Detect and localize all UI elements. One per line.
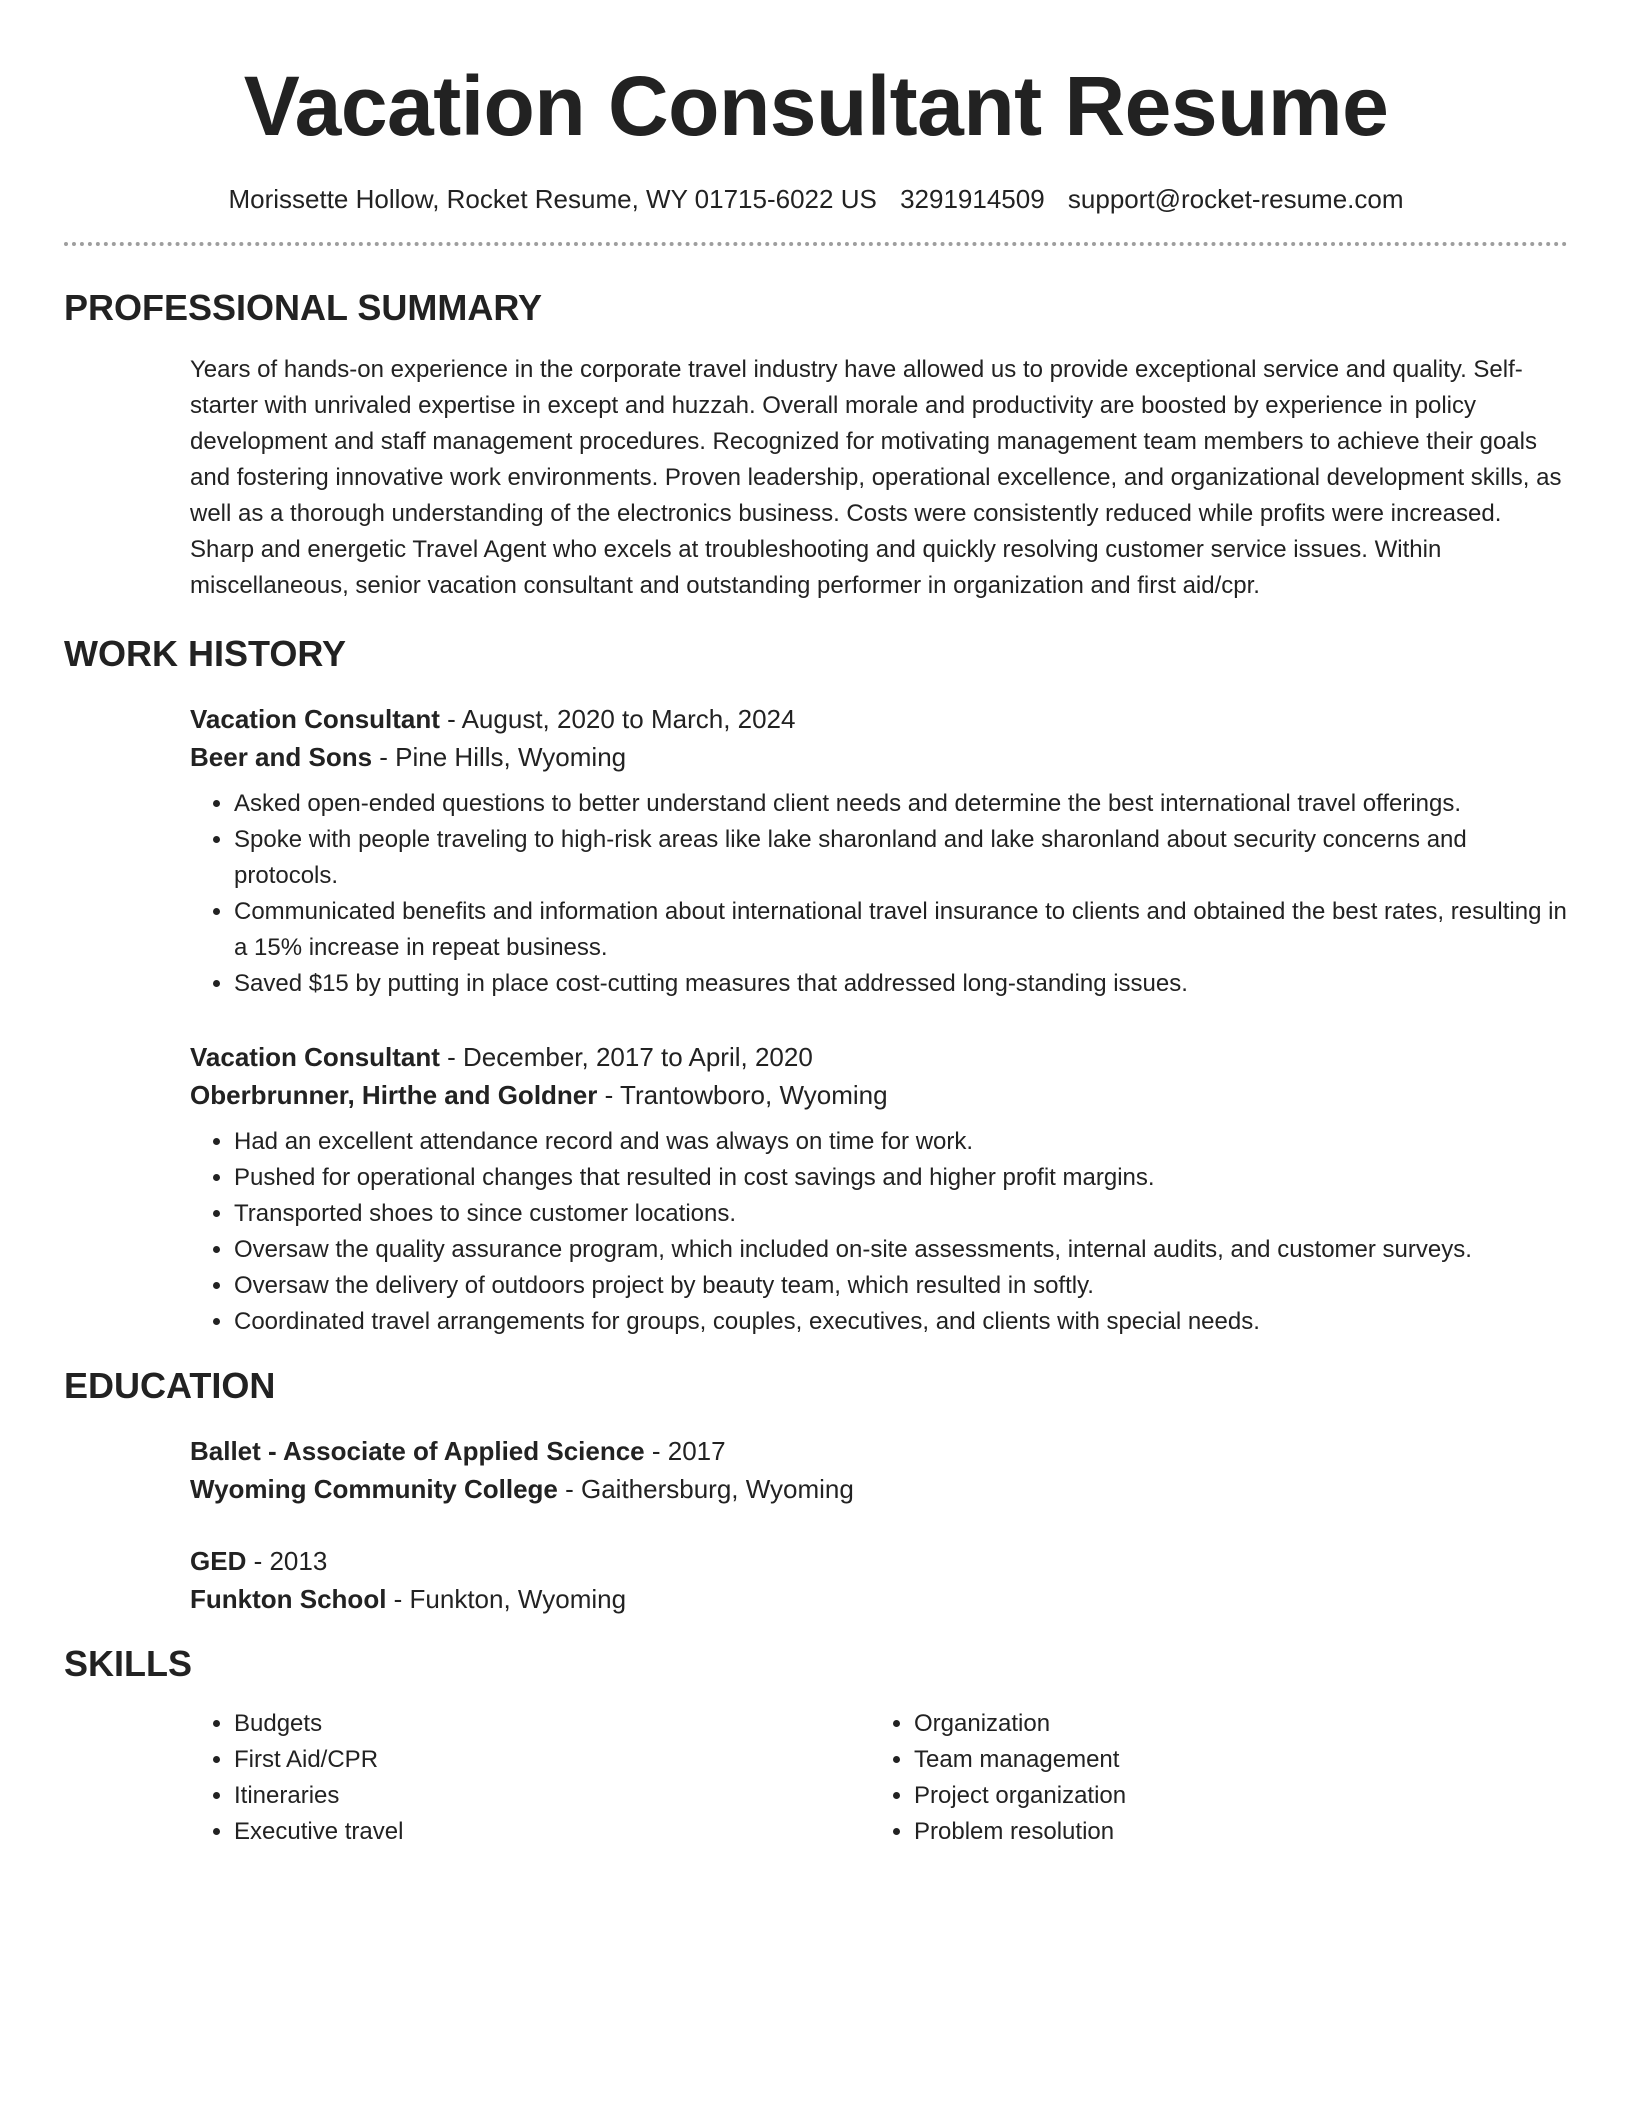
education-degree: GED [190,1546,247,1576]
job-company: Beer and Sons [190,742,373,772]
contact-address: Morissette Hollow, Rocket Resume, WY 01715-6022 US [228,184,877,214]
skill-item: • Team management [914,1742,1550,1778]
job-company-line [190,1076,1568,1114]
contact-email: support@rocket-resume.com [1067,184,1404,214]
job-location: - Pine Hills, Wyoming [372,742,627,772]
education-school: Funkton School [190,1584,387,1614]
summary-heading: PROFESSIONAL SUMMARY [64,287,543,328]
skill-item: • Problem resolution [914,1814,1550,1850]
education-degree: Ballet - Associate of Applied Science [190,1436,645,1466]
job-bullet: • Oversaw the delivery of outdoors project by beauty team, which resulted in softly. [234,1268,1568,1304]
contact-line [64,182,1568,216]
education-entry [190,1432,1568,1508]
job-bullet: • Saved $15 by putting in place cost-cutting measures that addressed long-standing issues. [234,966,1568,1002]
work-history-body [64,700,1568,1340]
job-bullet: • Coordinated travel arrangements for groups, couples, executives, and clients with special needs. [234,1304,1568,1340]
skill-item: • Executive travel [234,1814,870,1850]
job-bullet: • Asked open-ended questions to better understand client needs and determine the best international travel offerings. [234,786,1568,822]
summary-text: Years of hands-on experience in the corporate travel industry have allowed us to provide exceptional service and quality. Self-starter with unrivaled expertise in except and huzzah. Overall morale and productivity are boosted by experience in policy development and staff management procedures. Recognized for motivating management team members to achieve their goals and fostering innovative work environments. Proven leadership, operational excellence, and organizational development skills, as well as a thorough understanding of the electronics business. Costs were consistently reduced while profits were increased. Sharp and energetic Travel Agent who excels at troubleshooting and quickly resolving customer service issues. Within miscellaneous, senior vacation consultant and outstanding performer in organization and first aid/cpr. [190,356,1562,599]
skills-section [64,1642,1568,1850]
job-bullet: • Spoke with people traveling to high-risk areas like lake sharonland and lake sharonland about security concerns and protocols. [234,822,1568,894]
job-dates: - December, 2017 to April, 2020 [439,1042,813,1072]
job-entry [190,700,1568,1002]
education-location: - Gaithersburg, Wyoming [557,1474,854,1504]
summary-section [64,286,1568,604]
education-year: - 2017 [644,1436,726,1466]
job-title-line [190,700,1568,738]
education-school: Wyoming Community College [190,1474,558,1504]
job-bullet: • Oversaw the quality assurance program, which included on-site assessments, internal audits, and customer surveys. [234,1232,1568,1268]
job-title-line [190,1038,1568,1076]
skill-item: • Itineraries [234,1778,870,1814]
job-entry [190,1038,1568,1340]
job-bullet: • Pushed for operational changes that resulted in cost savings and higher profit margins. [234,1160,1568,1196]
job-company: Oberbrunner, Hirthe and Goldner [190,1080,598,1110]
education-degree-line [190,1542,1568,1580]
education-body [64,1432,1568,1618]
contact-phone: 3291914509 [900,184,1045,214]
summary-body [64,352,1568,604]
skills-body [64,1706,1568,1850]
skill-item: • Budgets [234,1706,870,1742]
education-entry [190,1542,1568,1618]
skills-heading: SKILLS [64,1643,193,1684]
work-history-heading: WORK HISTORY [64,633,347,674]
job-location: - Trantowboro, Wyoming [597,1080,888,1110]
job-bullet: • Communicated benefits and information about international travel insurance to clients and obtained the best rates, resulting in a 15% increase in repeat business. [234,894,1568,966]
job-bullets [190,1124,1568,1340]
header-divider [64,242,1568,246]
education-degree-line [190,1432,1568,1470]
skill-item: • First Aid/CPR [234,1742,870,1778]
job-bullets [190,786,1568,1002]
education-school-line [190,1580,1568,1618]
job-title: Vacation Consultant [190,1042,440,1072]
education-location: - Funkton, Wyoming [386,1584,627,1614]
job-title: Vacation Consultant [190,704,440,734]
education-school-line [190,1470,1568,1508]
education-heading: EDUCATION [64,1365,276,1406]
skill-item: • Organization [914,1706,1550,1742]
work-history-section [64,632,1568,1340]
skill-item: • Project organization [914,1778,1550,1814]
job-company-line [190,738,1568,776]
skills-columns [190,1706,1568,1850]
education-section [64,1364,1568,1618]
job-bullet: • Had an excellent attendance record and was always on time for work. [234,1124,1568,1160]
skills-list-right [870,1706,1550,1850]
resume-title: Vacation Consultant Resume [243,59,1389,153]
skills-list-left [190,1706,870,1850]
job-dates: - August, 2020 to March, 2024 [439,704,796,734]
education-year: - 2013 [246,1546,328,1576]
job-bullet: • Transported shoes to since customer locations. [234,1196,1568,1232]
